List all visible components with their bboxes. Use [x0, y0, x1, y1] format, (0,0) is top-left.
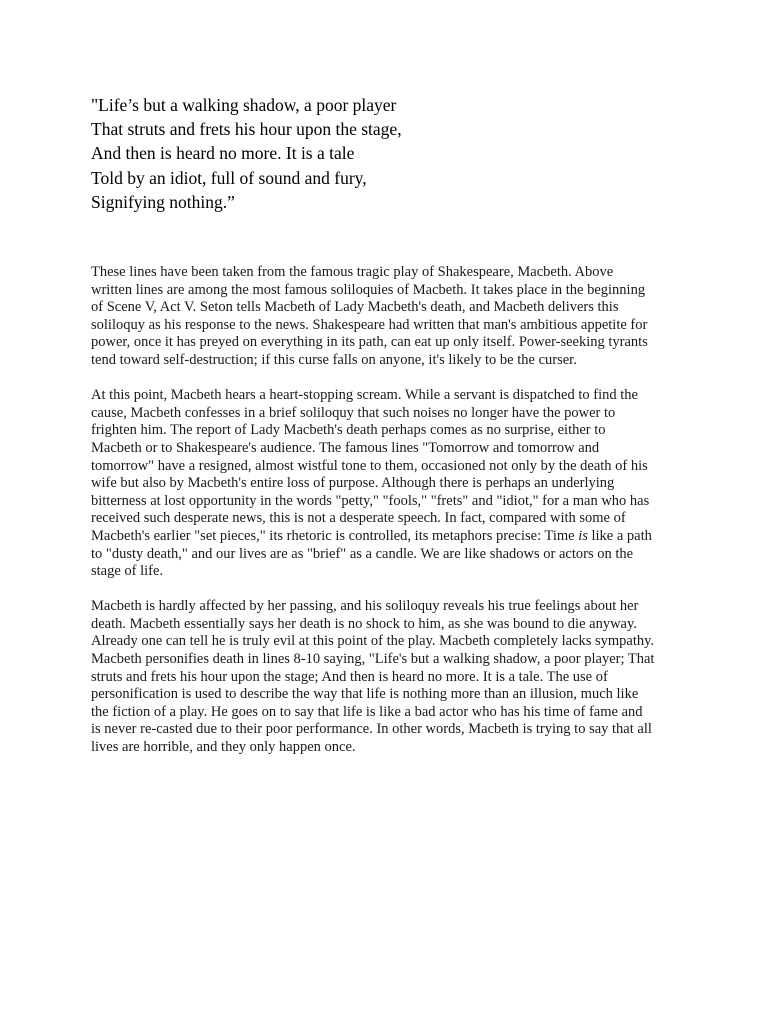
text-line: Already one can tell he is truly evil at this point of the play. Macbeth completely lacks sympathy. — [91, 633, 655, 650]
text-line: of Scene V, Act V. Seton tells Macbeth of Lady Macbeth's death, and Macbeth delivers this — [91, 299, 619, 316]
text-line: cause, Macbeth confesses in a brief soliloquy that such noises no longer have the power to — [91, 404, 616, 421]
text-line: tend toward self-destruction; if this curse falls on anyone, it's likely to be the curser. — [91, 351, 577, 368]
text-line: is never re-casted due to their poor performance. In other words, Macbeth is trying to say that all — [91, 721, 652, 738]
text-line: wife but also by Macbeth's entire loss of purpose. Although there is perhaps an underlying — [91, 475, 615, 492]
quote-line: Told by an idiot, full of sound and fury, — [91, 167, 367, 188]
quote-line: "Life’s but a walking shadow, a poor player — [91, 95, 397, 115]
text-line: These lines have been taken from the famous tragic play of Shakespeare, Macbeth. Above — [91, 264, 614, 280]
text-line: struts and frets his hour upon the stage; And then is heard no more. It is a tale. The use of — [91, 668, 608, 685]
text-line: Macbeth personifies death in lines 8-10 saying, "Life's but a walking shadow, a poor player; That — [91, 651, 655, 668]
text-line: the fiction of a play. He goes on to say that life is like a bad actor who has his time of fame and — [91, 703, 643, 720]
text-line: soliloquy as his response to the news. Shakespeare had written that man's ambitious appetite for — [91, 316, 648, 333]
text-line: Macbeth or to Shakespeare's audience. The famous lines "Tomorrow and tomorrow and — [91, 439, 600, 456]
text-line: tomorrow" have a resigned, almost wistful tone to them, occasioned not only by the death of his — [91, 457, 648, 474]
text-segment: like a path — [587, 527, 652, 544]
text-line: stage of life. — [91, 563, 164, 580]
paragraph-3 — [91, 598, 681, 756]
essay-body — [91, 264, 681, 774]
text-line: frighten him. The report of Lady Macbeth's death perhaps comes as no surprise, either to — [91, 422, 606, 439]
text-line: personification is used to describe the way that life is nothing more than an illusion, much like — [91, 686, 639, 703]
text-line: lives are horrible, and they only happen once. — [91, 739, 356, 756]
text-line: to "dusty death," and our lives are as "brief" as a candle. We are like shadows or actors on the — [91, 545, 634, 562]
quote-line: And then is heard no more. It is a tale — [91, 143, 355, 164]
quote-line: Signifying nothing.” — [91, 191, 235, 212]
text-line-with-italic — [91, 528, 681, 546]
paragraph-2 — [91, 387, 681, 581]
paragraph-1 — [91, 264, 681, 370]
text-line: death. Macbeth essentially says her death is no shock to him, as she was bound to die anyway. — [91, 615, 637, 632]
text-line: power, once it has preyed on everything in its path, can eat up only itself. Power-seeking tyrants — [91, 334, 648, 351]
text-line: received such desperate news, this is not a desperate speech. In fact, compared with some of — [91, 510, 626, 527]
text-line: bitterness at lost opportunity in the words "petty," "fools," "frets" and "idiot," for a man who has — [91, 492, 650, 509]
quote-line: That struts and frets his hour upon the stage, — [91, 119, 402, 140]
text-line: Macbeth is hardly affected by her passing, and his soliloquy reveals his true feelings about her — [91, 598, 639, 615]
italic-emphasis: is — [578, 527, 588, 544]
opening-quote — [91, 93, 711, 214]
text-line: written lines are among the most famous soliloquies of Macbeth. It takes place in the beginning — [91, 281, 646, 298]
text-line: At this point, Macbeth hears a heart-stopping scream. While a servant is dispatched to find the — [91, 387, 638, 404]
text-segment: Macbeth's earlier "set pieces," its rhetoric is controlled, its metaphors precise: Time — [91, 527, 579, 544]
